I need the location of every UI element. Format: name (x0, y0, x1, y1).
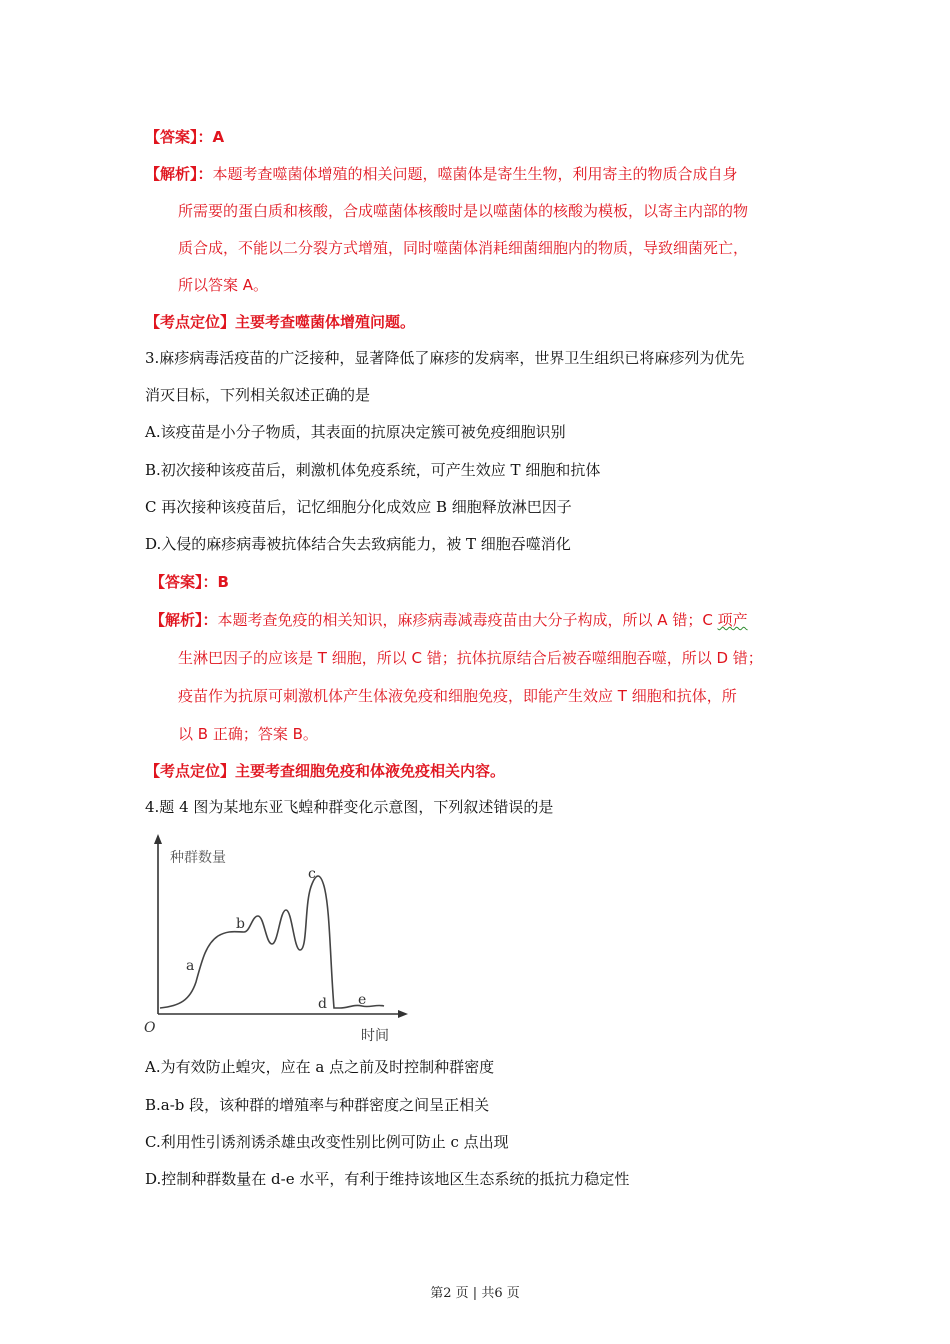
q3-stem-line-2: 消灭目标，下列相关叙述正确的是 (145, 386, 371, 404)
q4-option-b: B.a-b 段，该种群的增殖率与种群密度之间呈正相关 (145, 1096, 490, 1114)
q2-analysis-line-1 (145, 163, 738, 185)
q3-analysis-label: 【解析】： (150, 611, 218, 629)
population-diagram (140, 832, 410, 1044)
x-axis-label: 时间 (361, 1028, 389, 1044)
q3-analysis-line-3: 疫苗作为抗原可刺激机体产生体液免疫和细胞免疫，即能产生效应 T 细胞和抗体，所 (178, 687, 737, 705)
q2-analysis-line-2: 所需要的蛋白质和核酸，合成噬菌体核酸时是以噬菌体的核酸为模板，以寄主内部的物 (178, 202, 749, 220)
point-label-e: e (358, 992, 367, 1008)
q3-option-c: C 再次接种该疫苗后，记忆细胞分化成效应 B 细胞释放淋巴因子 (145, 498, 572, 516)
page-footer: 第2 页 | 共6 页 (430, 1286, 520, 1301)
q4-stem: 4.题 4 图为某地东亚飞蝗种群变化示意图，下列叙述错误的是 (145, 798, 554, 816)
q3-option-a: A.该疫苗是小分子物质，其表面的抗原决定簇可被免疫细胞识别 (145, 423, 566, 441)
q2-analysis-text-1: 本题考查噬菌体增殖的相关问题，噬菌体是寄生生物，利用寄主的物质合成自身 (212, 165, 738, 183)
q3-point: 【考点定位】主要考查细胞免疫和体液免疫相关内容。 (145, 762, 506, 780)
q2-point: 【考点定位】主要考查噬菌体增殖问题。 (145, 313, 416, 331)
q4-option-c: C.利用性引诱剂诱杀雄虫改变性别比例可防止 c 点出现 (145, 1133, 509, 1151)
q4-option-a: A.为有效防止蝗灾，应在 a 点之前及时控制种群密度 (145, 1058, 495, 1076)
y-axis-arrow-icon (154, 834, 162, 844)
point-label-a: a (186, 958, 195, 974)
q3-analysis-line-2: 生淋巴因子的应该是 T 细胞，所以 C 错；抗体抗原结合后被吞噬细胞吞噬，所以 D 错； (178, 649, 763, 667)
q3-option-d: D.入侵的麻疹病毒被抗体结合失去致病能力，被 T 细胞吞噬消化 (145, 535, 571, 553)
origin-label: O (144, 1020, 156, 1036)
population-curve (160, 876, 384, 1008)
q3-analysis-text-1b: 项产 (717, 611, 748, 629)
q2-analysis-label: 【解析】： (145, 165, 213, 183)
q2-analysis-line-4: 所以答案 A。 (178, 276, 269, 294)
q4-option-d: D.控制种群数量在 d-e 水平，有利于维持该地区生态系统的抵抗力稳定性 (145, 1170, 630, 1188)
q3-analysis-line-1 (150, 609, 748, 631)
point-label-d: d (318, 996, 327, 1012)
y-axis-label: 种群数量 (170, 850, 226, 866)
point-label-c: c (308, 866, 316, 882)
q3-answer: 【答案】：B (150, 573, 229, 591)
q3-stem-line-1: 3.麻疹病毒活疫苗的广泛接种，显著降低了麻疹的发病率，世界卫生组织已将麻疹列为优先 (145, 349, 745, 367)
q2-analysis-line-3: 质合成，不能以二分裂方式增殖，同时噬菌体消耗细菌细胞内的物质，导致细菌死亡， (178, 239, 749, 257)
q2-answer: 【答案】：A (145, 128, 225, 146)
x-axis-arrow-icon (398, 1010, 408, 1018)
q3-analysis-line-4: 以 B 正确；答案 B。 (178, 725, 318, 743)
q3-option-b: B.初次接种该疫苗后，刺激机体免疫系统，可产生效应 T 细胞和抗体 (145, 461, 601, 479)
point-label-b: b (236, 916, 245, 932)
q3-analysis-text-1a: 本题考查免疫的相关知识，麻疹病毒减毒疫苗由大分子构成，所以 A 错；C (217, 611, 718, 629)
